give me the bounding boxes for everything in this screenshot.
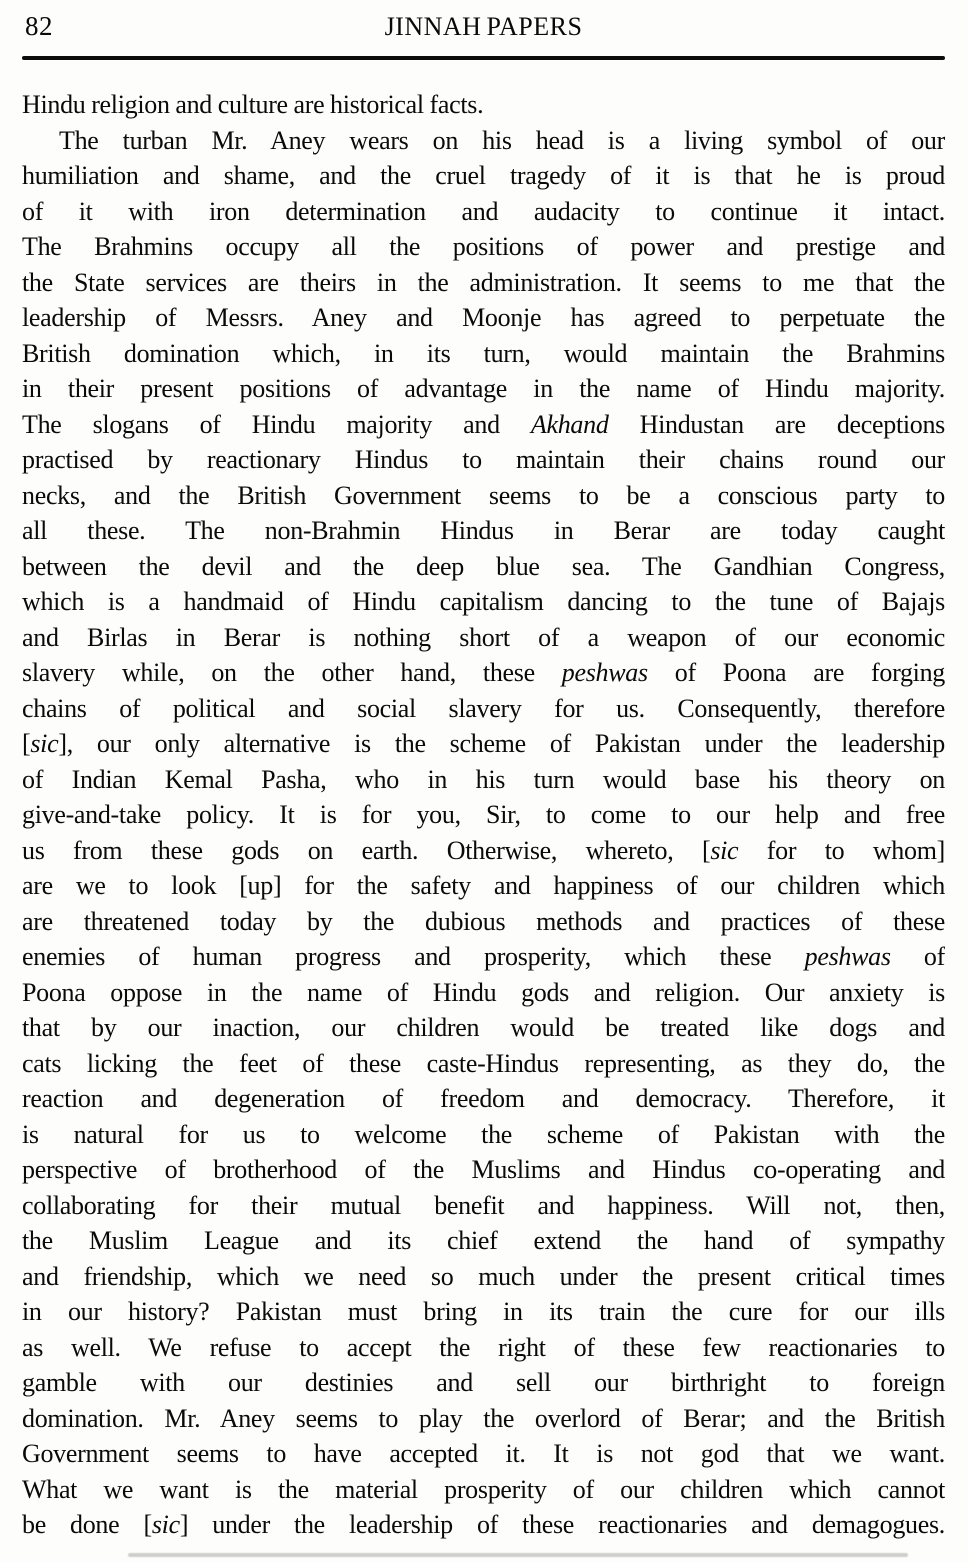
text-segment: ] under the leadership of these reactionaries and demagogues. <box>179 1510 945 1539</box>
page-number: 82 <box>25 11 53 41</box>
text-line <box>22 868 945 904</box>
text-line <box>22 1188 945 1224</box>
text-line <box>22 1117 945 1153</box>
text-block <box>22 87 945 1543</box>
text-segment: [ <box>22 729 31 758</box>
text-line <box>22 442 945 478</box>
text-segment: perspective of brotherhood of the Muslims and Hindus co-operating and <box>22 1155 945 1184</box>
header-title: JINNAH PAPERS <box>384 12 583 41</box>
text-line <box>22 939 945 975</box>
text-line <box>22 336 945 372</box>
text-segment: of Poona are forging <box>647 658 945 687</box>
text-line <box>22 584 945 620</box>
italic-text-segment: sic <box>710 835 739 865</box>
text-segment: chains of political and social slavery for us. Consequently, therefore <box>22 693 945 723</box>
text-segment: is natural for us to welcome the scheme of Pakistan with the <box>22 1119 945 1149</box>
text-line <box>22 194 945 230</box>
text-segment: as well. We refuse to accept the right of these few reactionaries to <box>22 1332 945 1362</box>
text-line <box>22 87 945 123</box>
text-segment: of Indian Kemal Pasha, who in his turn would base his theory on <box>22 764 945 794</box>
text-segment: Hindustan are deceptions <box>608 409 945 439</box>
text-segment: and Birlas in Berar is nothing short of a weapon of our economic <box>22 622 945 652</box>
text-line <box>22 1010 945 1046</box>
text-segment: and friendship, which we need so much under the present critical times <box>22 1261 945 1291</box>
text-segment: domination. Mr. Aney seems to play the overlord of Berar; and the British <box>22 1403 945 1433</box>
text-segment: Hindu religion and culture are historical facts. <box>22 90 484 119</box>
text-segment: us from these gods on earth. Otherwise, whereto, [ <box>22 835 711 865</box>
italic-text-segment: sic <box>30 729 59 758</box>
text-line <box>22 691 945 727</box>
text-segment: humiliation and shame, and the cruel tragedy of it is that he is proud <box>22 161 945 190</box>
text-segment: Poona oppose in the name of Hindu gods and religion. Our anxiety is <box>22 977 945 1007</box>
text-line <box>22 975 945 1011</box>
text-line <box>22 762 945 798</box>
text-line <box>22 265 945 301</box>
text-line <box>22 1294 945 1330</box>
text-line <box>22 407 945 443</box>
text-segment: leadership of Messrs. Aney and Moonje has agreed to perpetuate the <box>22 303 945 332</box>
text-line <box>22 371 945 407</box>
text-segment: that by our inaction, our children would be treated like dogs and <box>22 1013 945 1042</box>
text-line <box>22 1507 945 1543</box>
italic-text-segment: Akhand <box>530 409 609 439</box>
text-line <box>22 1046 945 1082</box>
text-line <box>22 655 945 691</box>
text-line <box>22 158 945 194</box>
text-segment: be done [ <box>22 1510 152 1539</box>
text-line <box>22 1330 945 1366</box>
text-segment: The turban Mr. Aney wears on his head is a living symbol of our <box>59 125 945 155</box>
text-segment: The slogans of Hindu majority and <box>22 409 531 439</box>
text-segment: of <box>890 942 945 971</box>
text-segment: enemies of human progress and prosperity, which these <box>22 942 805 971</box>
text-line <box>22 229 945 265</box>
text-line <box>22 1152 945 1188</box>
text-segment: Government seems to have accepted it. It is not god that we want. <box>22 1439 945 1468</box>
text-segment: the State services are theirs in the administration. It seems to me that the <box>22 267 945 297</box>
text-line <box>22 478 945 514</box>
scan-artifact <box>128 1553 908 1557</box>
text-segment: are threatened today by the dubious methods and practices of these <box>22 906 945 936</box>
text-segment: practised by reactionary Hindus to maintain their chains round our <box>22 445 945 474</box>
text-line <box>22 549 945 585</box>
text-segment: What we want is the material prosperity of our children which cannot <box>22 1474 945 1504</box>
text-line <box>22 123 945 159</box>
text-segment: between the devil and the deep blue sea. The Gandhian Congress, <box>22 551 945 581</box>
text-line <box>22 1259 945 1295</box>
text-segment: all these. The non-Brahmin Hindus in Berar are today caught <box>22 516 945 545</box>
text-line <box>22 1365 945 1401</box>
italic-text-segment: peshwas <box>804 942 891 971</box>
text-line <box>22 904 945 940</box>
text-segment: give-and-take policy. It is for you, Sir, to come to our help and free <box>22 800 945 829</box>
text-segment: which is a handmaid of Hindu capitalism dancing to the tune of Bajajs <box>22 587 945 616</box>
text-segment: ], our only alternative is the scheme of Pakistan under the leadership <box>58 729 945 758</box>
text-segment: the Muslim League and its chief extend the hand of sympathy <box>22 1226 945 1255</box>
text-line <box>22 300 945 336</box>
text-segment: in their present positions of advantage in the name of Hindu majority. <box>22 374 945 403</box>
text-segment: collaborating for their mutual benefit and happiness. Will not, then, <box>22 1190 945 1220</box>
text-segment: for to whom] <box>738 835 945 865</box>
text-line <box>22 620 945 656</box>
text-segment: necks, and the British Government seems to be a conscious party to <box>22 480 945 510</box>
text-segment: The Brahmins occupy all the positions of power and prestige and <box>22 232 945 261</box>
text-segment: are we to look [up] for the safety and happiness of our children which <box>22 871 945 900</box>
text-segment: gamble with our destinies and sell our birthright to foreign <box>22 1368 945 1397</box>
italic-text-segment: peshwas <box>561 658 648 687</box>
header-rule-divider <box>22 56 945 60</box>
page-header <box>22 10 945 44</box>
italic-text-segment: sic <box>151 1510 180 1539</box>
text-line <box>22 1223 945 1259</box>
text-segment: in our history? Pakistan must bring in its train the cure for our ills <box>22 1297 945 1326</box>
text-line <box>22 726 945 762</box>
text-line <box>22 833 945 869</box>
text-line <box>22 1401 945 1437</box>
text-segment: of it with iron determination and audacity to continue it intact. <box>22 196 945 226</box>
text-line <box>22 797 945 833</box>
text-segment: slavery while, on the other hand, these <box>22 658 562 687</box>
text-line <box>22 1436 945 1472</box>
text-segment: reaction and degeneration of freedom and democracy. Therefore, it <box>22 1084 945 1113</box>
text-line <box>22 1081 945 1117</box>
text-line <box>22 513 945 549</box>
text-segment: British domination which, in its turn, would maintain the Brahmins <box>22 338 945 368</box>
text-segment: cats licking the feet of these caste-Hindus representing, as they do, the <box>22 1048 945 1078</box>
text-line <box>22 1472 945 1508</box>
